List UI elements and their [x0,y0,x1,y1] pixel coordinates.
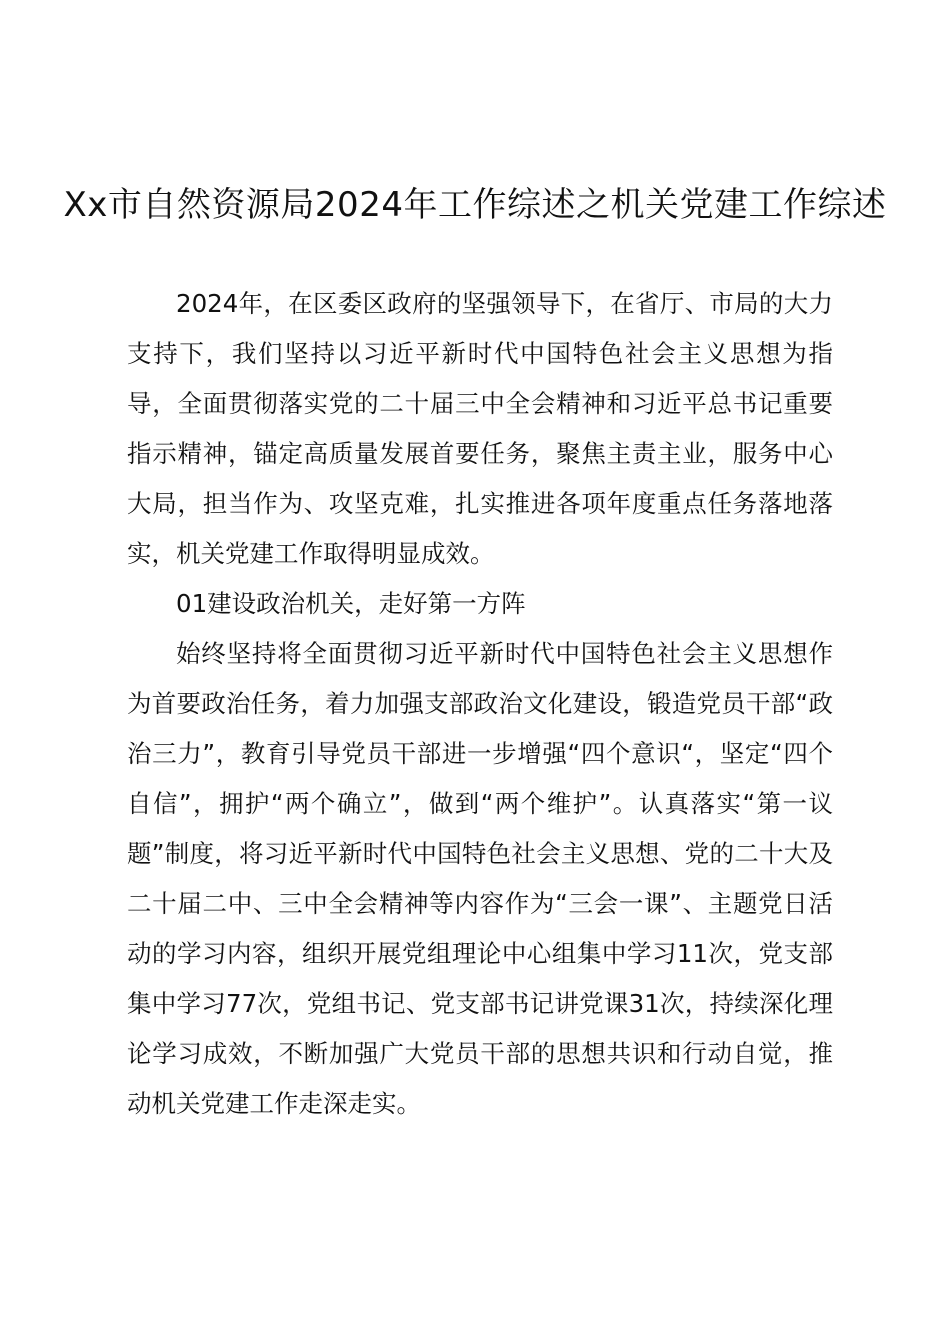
section-heading: 01建设政治机关，走好第一方阵 [176,589,526,618]
document-title: Xx市自然资源局2024年工作综述之机关党建工作综述 [63,185,887,225]
intro-paragraph: 2024年，在区委区政府的坚强领导下，在省厅、市局的大力支持下，我们坚持以习近平新时代中国特色社会主义思想为指导，全面贯彻落实党的二十届三中全会精神和习近平总书记重要指示精神，锚定高质量发展首要任务，聚焦主责主业，服务中心大局，担当作为、攻坚克难，扎实推进各项年度重点任务落地落实，机关党建工作取得明显成效。 [127,289,833,568]
document-body [127,279,833,1129]
section-paragraph: 始终坚持将全面贯彻习近平新时代中国特色社会主义思想作为首要政治任务，着力加强支部政治文化建设，锻造党员干部“政治三力”，教育引导党员干部进一步增强“四个意识“，坚定“四个自信”，拥护“两个确立”，做到“两个维护”。认真落实“第一议题”制度，将习近平新时代中国特色社会主义思想、党的二十大及二十届二中、三中全会精神等内容作为“三会一课”、主题党日活动的学习内容，组织开展党组理论中心组集中学习11次，党支部集中学习77次，党组书记、党支部书记讲党课31次，持续深化理论学习成效，不断加强广大党员干部的思想共识和行动自觉，推动机关党建工作走深走实。 [127,639,833,1118]
